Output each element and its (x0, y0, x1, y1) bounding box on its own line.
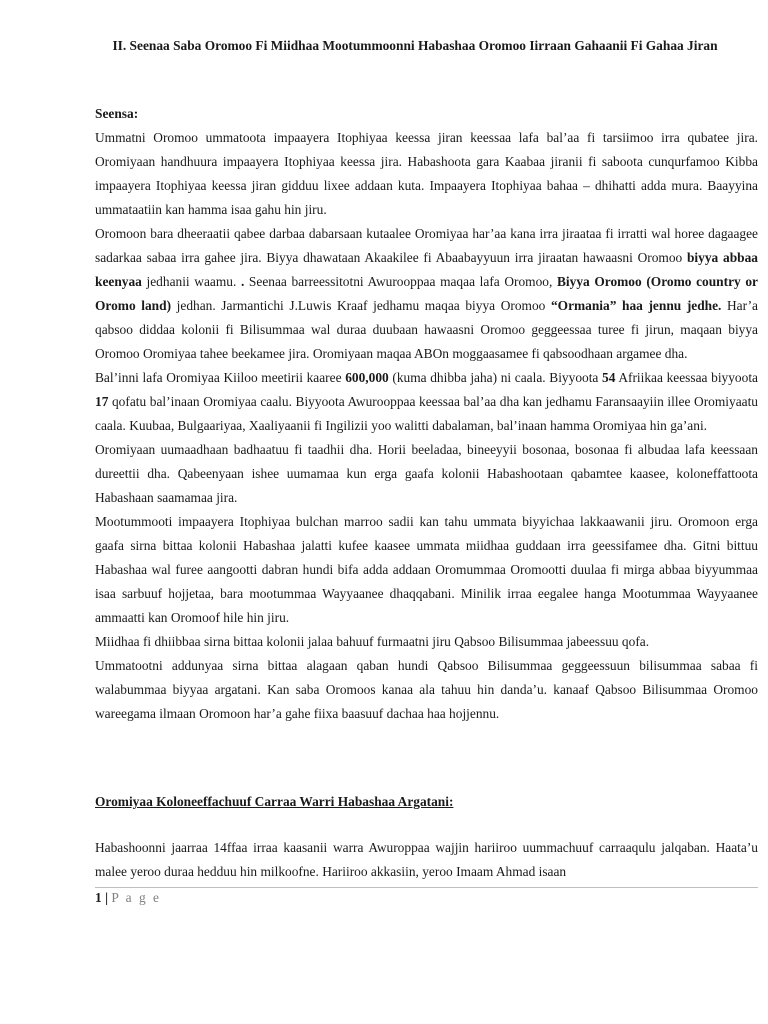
page-number: 1 (95, 890, 102, 905)
page-title: II. Seenaa Saba Oromoo Fi Miidhaa Mootummoonni Habashaa Oromoo Iirraan Gahaanii Fi Gahaa Jiran (112, 38, 718, 53)
paragraph-7: Ummatootni addunyaa sirna bittaa alagaan qaban hundi Qabsoo Bilisummaa geggeessuun bilisummaa sabaa fi walabummaa biyyaa argatani. Kan saba Oromoos kanaa ala tahuu hin danda’u. kanaaf Qabsoo Bilisummaa Oromoo wareegama ilmaan Oromoon har’a gahe fiixa baasuuf dachaa haa hojjennu. (95, 658, 758, 721)
paragraph-6: Miidhaa fi dhiibbaa sirna bittaa kolonii jalaa bahuuf furmaatni jiru Qabsoo Bilisummaa jabeessuu qofa. (95, 634, 650, 649)
page-footer (95, 888, 161, 908)
footer-separator: | (105, 890, 109, 905)
page-label: P a g e (111, 890, 161, 905)
section-heading-koloneeffachuuf: Oromiyaa Koloneeffachuuf Carraa Warri Habashaa Argatani: (95, 794, 454, 809)
paragraph-8: Habashoonni jaarraa 14ffaa irraa kaasanii warra Awuroppaa wajjin hariiroo uummachuuf carraaqulu jalqaban. Haata’u malee yeroo duraa hedduu hin milkoofne. Hariiroo akkasiin, yeroo Imaam Ahmad isaan (95, 840, 758, 879)
paragraph-4: Oromiyaan uumaadhaan badhaatuu fi taadhii dha. Horii beeladaa, bineeyyii bosonaa, bosonaa fi albudaa lafa keessaan dureettii dha. Qabeenyaan ishee uumamaa kun erga gaafa kolonii Habashootaan qabamtee kaasee, koloneffattoota Habashaan saamamaa jira. (95, 442, 758, 505)
paragraph-3: Bal’inni lafa Oromiyaa Kiiloo meetirii kaaree 600,000 (kuma dhibba jaha) ni caala. Biyyoota 54 Afriikaa keessaa biyyoota 17 qofatu bal’inaan Oromiyaa caalu. Biyyoota Awurooppaa keessaa bal’aa dha kan jedhamu Faransaayiin illee Oromiyaatu caala. Kuubaa, Bulgaariyaa, Xaaliyaanii fi Ingilizii yoo walitti dabalaman, bal’inaan hamma Oromiyaa hin ga’ani. (95, 370, 758, 433)
paragraph-5: Mootummooti impaayera Itophiyaa bulchan marroo sadii kan tahu ummata biyyichaa lakkaawanii jiru. Oromoon erga gaafa sirna bittaa kolonii Habashaa jalatti kufee kaasee ummata miidhaa guddaan irra geessifamee dha. Gitni bittuu Habashaa wal furee aangootti dabran hundi bifa adda addaan Oromummaa Oromootti duulaa fi mirga abbaa biyyummaa isaa sarbuuf hojjetaa, bara mootummaa Wayyaanee dhaqqabani. Minilik irraa eegalee hanga Mootummaa Wayyaanee ammaatti kan Oromoof hile hin jiru. (95, 514, 758, 625)
footer-divider (95, 887, 758, 888)
body-text-section1 (95, 126, 758, 726)
paragraph-2: Oromoon bara dheeraatii qabee darbaa dabarsaan kutaalee Oromiyaa har’aa kana irra jiraataa fi irratti wal horee dagaagee sadarkaa sabaa irra gahee jira. Biyya dhawataan Akaakilee fi Abaabayyuun irra jiraatan hawaasni Oromoo biyya abbaa keenyaa jedhanii waamu. . Seenaa barreessitotni Awurooppaa maqaa lafa Oromoo, Biyya Oromoo (Oromo country or Oromo land) jedhan. Jarmantichi J.Luwis Kraaf jedhamu maqaa biyya Oromoo “Ormania” haa jennu jedhe. Har’a qabsoo diddaa kolonii fi Bilisummaa wal duraa duubaan hawaasni Oromoo geggeessaa turee fi jirun, maqaan biyya Oromoo Oromiyaa tahee beekamee jira. Oromiyaan maqaa ABOn moggaasamee fi qabsoodhaan argamee dha. (95, 226, 758, 361)
paragraph-1: Ummatni Oromoo ummatoota impaayera Itophiyaa keessa jiran keessaa lafa bal’aa fi tarsiimoo irra qubatee jira. Oromiyaan handhuura impaayera Itophiyaa keessa jira. Habashoota gara Kaabaa jiranii fi saboota cunqurfamoo Kibba impaayera Itophiyaa keessa jiran gidduu lixee addaan kuta. Impaayera Itophiyaa bahaa – dhihatti adda mura. Baayyina ummataatiin kan hamma isaa gahu hin jiru. (95, 130, 758, 217)
section-heading-seensa: Seensa: (95, 106, 139, 121)
body-text-section2 (95, 836, 758, 884)
